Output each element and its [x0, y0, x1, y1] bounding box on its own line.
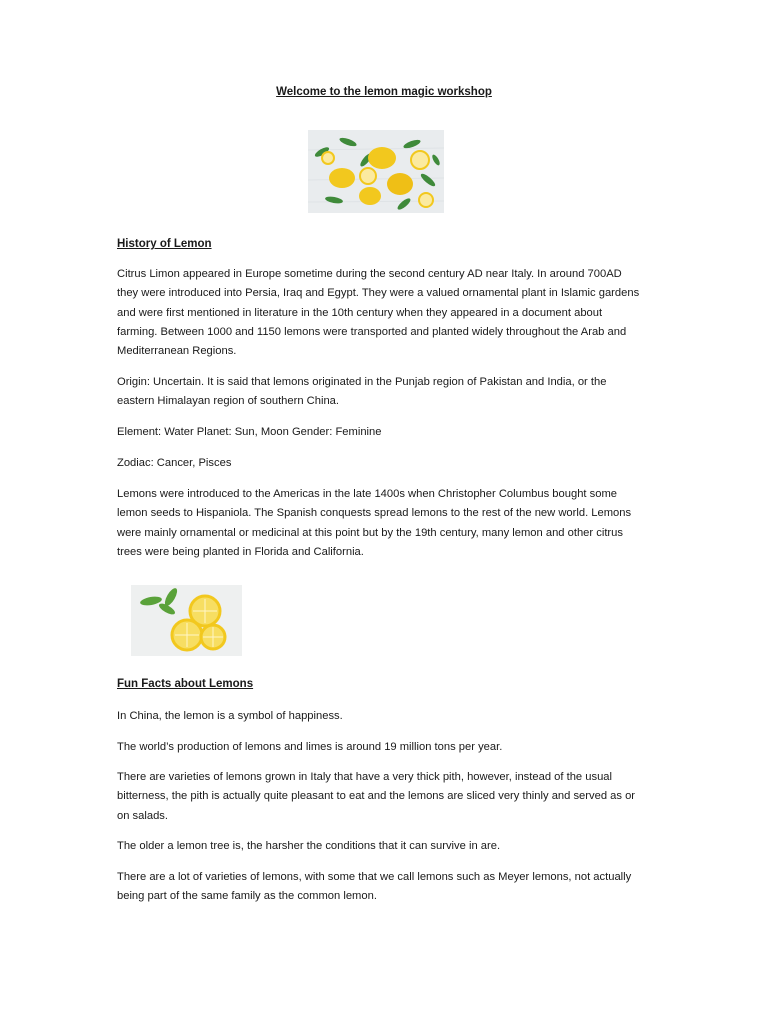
history-paragraph: Citrus Limon appeared in Europe sometime during the second century AD near Italy. In around 700AD they were introduced into Persia, Iraq and Egypt. They were a valued ornamental plant in Islamic gardens and were first mentioned in literature in the 10th century when they appeared in a document about farming. Between 1000 and 1150 lemons were transported and planted widely throughout the Arab and Mediterranean Regions.: [117, 268, 640, 358]
origin-paragraph: Origin: Uncertain. It is said that lemons originated in the Punjab region of Pakistan and India, or the eastern Himalayan region of southern China.: [117, 376, 607, 408]
lemon-slices-image: [131, 585, 242, 656]
zodiac-paragraph: Zodiac: Cancer, Pisces: [117, 457, 232, 469]
page-title: Welcome to the lemon magic workshop: [276, 86, 492, 98]
element-paragraph: Element: Water Planet: Sun, Moon Gender: Feminine: [117, 426, 382, 438]
americas-paragraph: Lemons were introduced to the Americas in the late 1400s when Christopher Columbus bought some lemon seeds to Hispaniola. The Spanish conquests spread lemons to the rest of the new world. Lemons were mainly ornamental or medicinal at this point but by the 19th century, many lemon and other citrus trees were being planted in Florida and California.: [117, 488, 632, 558]
fact-paragraph: The older a lemon tree is, the harsher the conditions that it can survive in are.: [117, 840, 501, 852]
fact-paragraph: There are a lot of varieties of lemons, with some that we call lemons such as Meyer lemons, not actually being part of the same family as the common lemon.: [117, 871, 632, 903]
fact-paragraph: There are varieties of lemons grown in Italy that have a very thick pith, however, instead of the usual bitterness, the pith is actually quite pleasant to eat and the lemons are sliced very thinly and served as or on salads.: [117, 771, 636, 822]
fact-paragraph: In China, the lemon is a symbol of happiness.: [117, 710, 343, 722]
fun-facts-heading: Fun Facts about Lemons: [117, 678, 254, 690]
lemons-and-leaves-image: [308, 130, 444, 213]
fact-paragraph: The world’s production of lemons and limes is around 19 million tons per year.: [117, 741, 503, 753]
history-heading: History of Lemon: [117, 238, 212, 250]
